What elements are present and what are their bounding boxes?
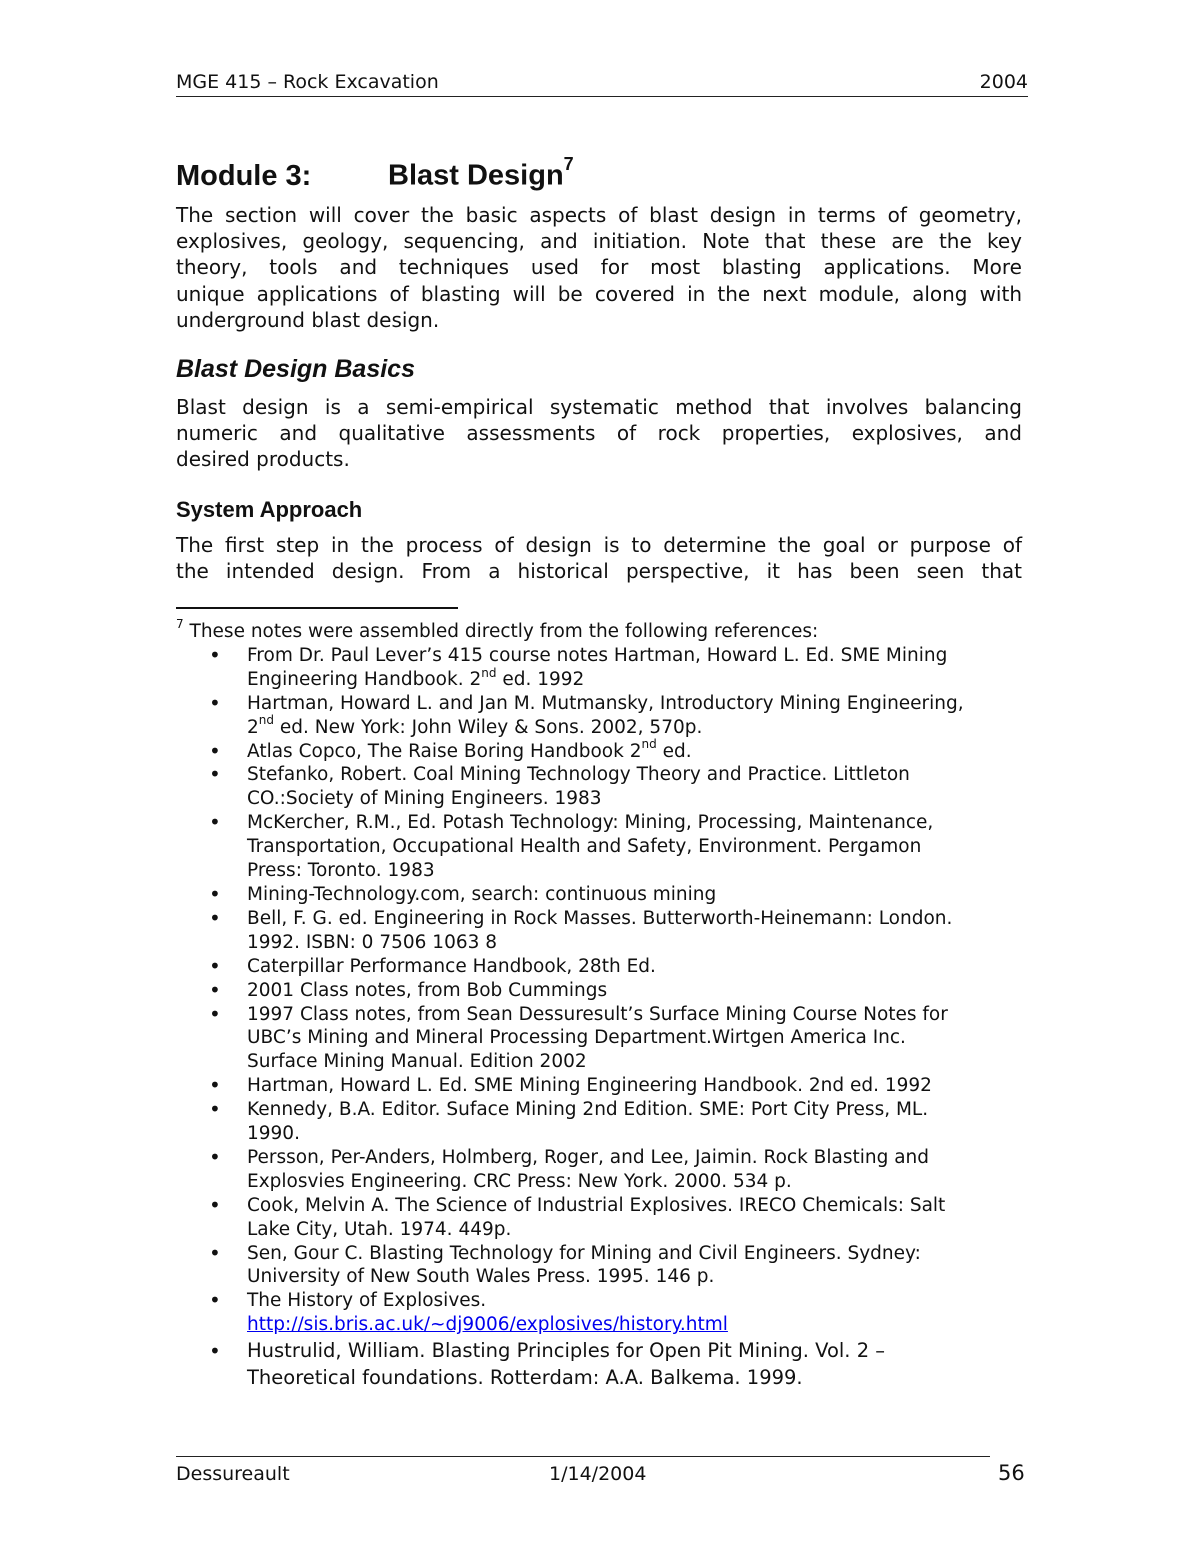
- page-footer: [176, 1456, 1025, 1487]
- reference-item: • Bell, F. G. ed. Engineering in Rock Masses. Butterworth-Heinemann: London. 1992. ISBN: 0 7506 1063 8: [209, 905, 953, 953]
- section-heading: Blast Design Basics: [176, 355, 415, 383]
- header-year: 2004: [979, 71, 1028, 93]
- page-header: [176, 70, 1028, 97]
- module-number: Module 3:: [176, 159, 312, 192]
- text-line: the intended design. From a historical perspective, it has been seen that: [176, 559, 1022, 584]
- reference-item: • Persson, Per-Anders, Holmberg, Roger, and Lee, Jaimin. Rock Blasting and Explosvies Engineering. CRC Press: New York. 2000. 534 p.: [209, 1144, 930, 1192]
- bullet-icon: •: [209, 1001, 221, 1026]
- bullet-icon: •: [209, 642, 221, 667]
- reference-item: • The History of Explosives. http://sis.bris.ac.uk/~dj9006/explosives/history.html: [209, 1288, 728, 1336]
- bullet-icon: •: [209, 1240, 221, 1265]
- footnote-marker[interactable]: 7: [563, 154, 574, 174]
- reference-item: • Sen, Gour C. Blasting Technology for Mining and Civil Engineers. Sydney: University of New South Wales Press. 1995. 146 p.: [209, 1240, 921, 1288]
- bullet-icon: •: [209, 1339, 221, 1364]
- text-line: unique applications of blasting will be covered in the next module, along with: [176, 281, 1022, 306]
- intro-paragraph: [176, 202, 1022, 333]
- footnote-separator: [176, 607, 458, 609]
- history-link[interactable]: http://sis.bris.ac.uk/~dj9006/explosives/history.html: [247, 1314, 728, 1336]
- footnote-intro: [176, 616, 1036, 644]
- footnote: [176, 616, 1036, 1391]
- bullet-icon: •: [209, 1097, 221, 1122]
- reference-item: • McKercher, R.M., Ed. Potash Technology: Mining, Processing, Maintenance, Transportation, Occupational Health and Safety, Environment. Pergamon Press: Toronto. 1983: [209, 810, 934, 882]
- text-line: The section will cover the basic aspects of blast design in terms of geometry,: [176, 203, 1022, 227]
- reference-item: • From Dr. Paul Lever’s 415 course notes Hartman, Howard L. Ed. SME Mining Engineering Handbook. 2nd ed. 1992: [209, 642, 948, 690]
- reference-item: • Caterpillar Performance Handbook, 28th Ed.: [209, 953, 656, 978]
- reference-item: • Mining-Technology.com, search: continuous mining: [209, 881, 717, 906]
- text-line: numeric and qualitative assessments of rock properties, explosives, and: [176, 421, 1022, 446]
- text-line: theory, tools and techniques used for most blasting applications. More: [176, 255, 1022, 280]
- footer-date: 1/14/2004: [549, 1463, 647, 1485]
- reference-item: • 2001 Class notes, from Bob Cummings: [209, 977, 608, 1002]
- reference-item: • Hustrulid, William. Blasting Principles for Open Pit Mining. Vol. 2 – Theoretical foundations. Rotterdam: A.A. Balkema. 1999.: [209, 1339, 886, 1390]
- bullet-icon: •: [209, 953, 221, 978]
- reference-item: • Hartman, Howard L. Ed. SME Mining Engineering Handbook. 2nd ed. 1992: [209, 1073, 932, 1098]
- text-line: Blast design is a semi-empirical systematic method that involves balancing: [176, 395, 1022, 419]
- reference-item: • Cook, Melvin A. The Science of Industrial Explosives. IRECO Chemicals: Salt Lake City, Utah. 1974. 449p.: [209, 1192, 946, 1240]
- text-line: explosives, geology, sequencing, and initiation. Note that these are the key: [176, 229, 1022, 254]
- reference-list: [176, 644, 1036, 1391]
- text-line: underground blast design.: [176, 307, 440, 332]
- footnote-intro-text: These notes were assembled directly from the following references:: [183, 621, 819, 642]
- header-course: MGE 415 – Rock Excavation: [176, 71, 439, 93]
- reference-item: • Kennedy, B.A. Editor. Suface Mining 2nd Edition. SME: Port City Press, ML. 1990.: [209, 1097, 929, 1145]
- module-name: Blast Design: [388, 159, 564, 192]
- page-number: 56: [998, 1461, 1025, 1485]
- text-line: desired products.: [176, 447, 350, 472]
- reference-item: • 1997 Class notes, from Sean Dessuresult’s Surface Mining Course Notes for UBC’s Mining and Mineral Processing Department.Wirtgen America Inc. Surface Mining Manual. Edition 2002: [209, 1001, 948, 1073]
- bullet-icon: •: [209, 1073, 221, 1098]
- footnote-number: 7: [176, 616, 184, 631]
- page-title: [176, 154, 574, 193]
- bullet-icon: •: [209, 977, 221, 1002]
- subsection-paragraph: [176, 532, 1022, 584]
- reference-item: • Hartman, Howard L. and Jan M. Mutmansky, Introductory Mining Engineering, 2nd ed. New York: John Wiley & Sons. 2002, 570p.: [209, 690, 964, 738]
- bullet-icon: •: [209, 905, 221, 930]
- subsection-heading: System Approach: [176, 497, 363, 522]
- bullet-icon: •: [209, 1288, 221, 1313]
- bullet-icon: •: [209, 1192, 221, 1217]
- bullet-icon: •: [209, 690, 221, 715]
- reference-item: • Stefanko, Robert. Coal Mining Technology Theory and Practice. Littleton CO.:Society of Mining Engineers. 1983: [209, 762, 910, 810]
- text-line: The first step in the process of design is to determine the goal or purpose of: [176, 533, 1022, 557]
- reference-item: • Atlas Copco, The Raise Boring Handbook 2nd ed.: [209, 737, 692, 763]
- bullet-icon: •: [209, 738, 221, 763]
- bullet-icon: •: [209, 1144, 221, 1169]
- footer-author: Dessureault: [176, 1463, 290, 1485]
- section-paragraph: [176, 394, 1022, 473]
- bullet-icon: •: [209, 810, 221, 835]
- bullet-icon: •: [209, 881, 221, 906]
- bullet-icon: •: [209, 762, 221, 787]
